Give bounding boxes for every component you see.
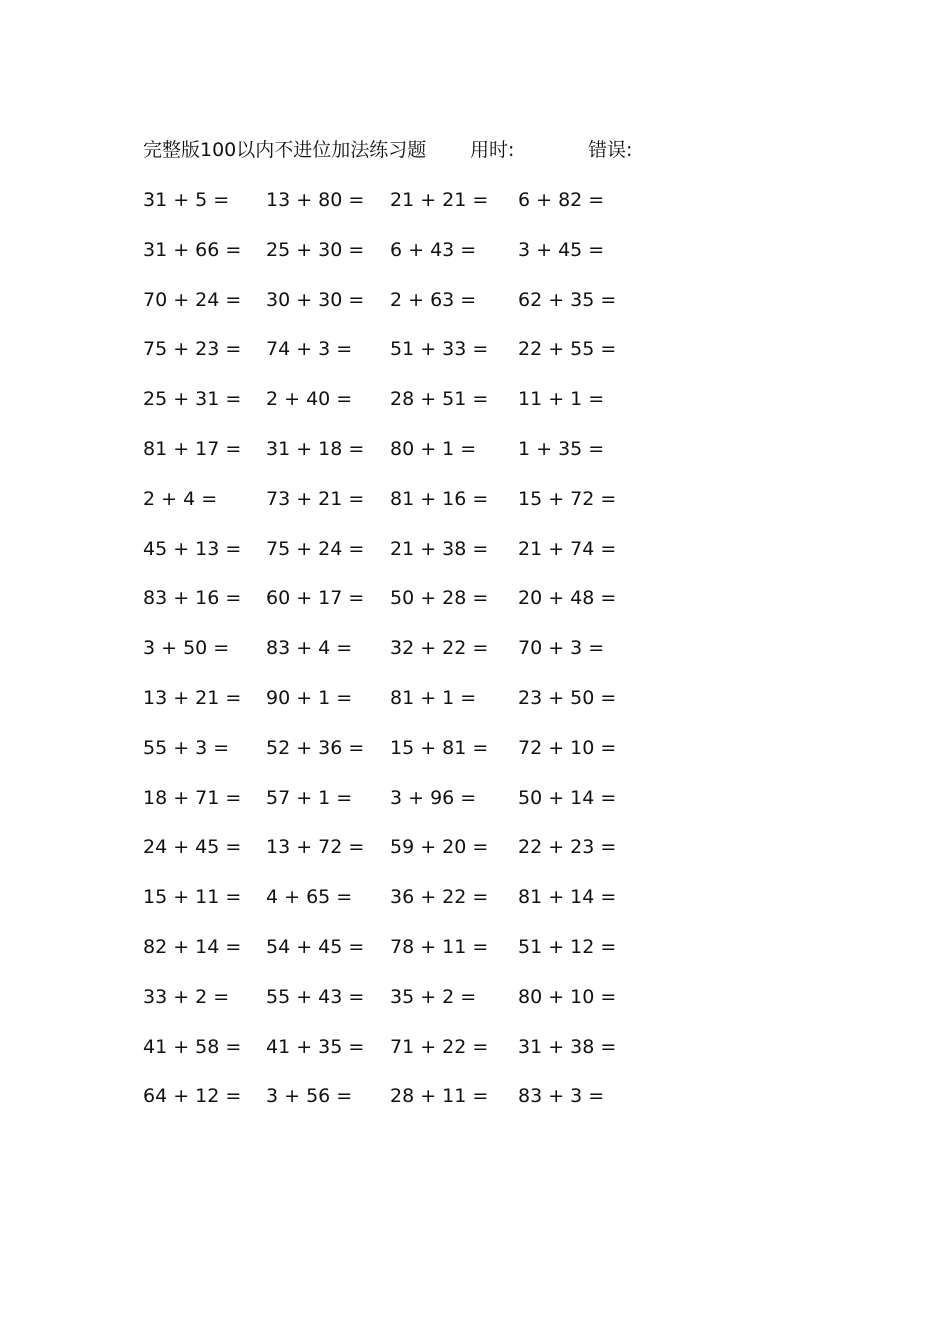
problem-item: 83 + 3 = — [518, 1085, 605, 1108]
problem-item: 30 + 30 = — [266, 288, 365, 311]
problem-item: 6 + 82 = — [518, 189, 605, 211]
problem-item: 1 + 35 = — [518, 437, 605, 460]
problem-item: 64 + 12 = — [143, 1085, 242, 1108]
problem-item: 3 + 96 = — [390, 786, 477, 809]
problem-item: 13 + 80 = — [266, 189, 365, 211]
problem-item: 15 + 81 = — [390, 736, 489, 759]
problem-item: 21 + 21 = — [390, 189, 489, 211]
problem-row — [0, 485, 950, 535]
problem-item: 32 + 22 = — [390, 637, 489, 660]
problem-item: 3 + 56 = — [266, 1085, 353, 1108]
problem-item: 81 + 16 = — [390, 487, 489, 510]
problem-item: 81 + 17 = — [143, 437, 242, 460]
problem-item: 70 + 24 = — [143, 288, 242, 311]
problem-row — [0, 435, 950, 485]
problem-row — [0, 1082, 950, 1132]
problem-item: 28 + 51 = — [390, 388, 489, 411]
problem-item: 24 + 45 = — [143, 836, 242, 859]
worksheet-title: 完整版100以内不进位加法练习题 — [143, 139, 427, 161]
problem-item: 45 + 13 = — [143, 537, 242, 560]
problem-item: 25 + 31 = — [143, 388, 242, 411]
problem-item: 52 + 36 = — [266, 736, 365, 759]
problem-item: 72 + 10 = — [518, 736, 617, 759]
problem-row — [0, 335, 950, 385]
problem-grid — [0, 186, 950, 1132]
problem-item: 25 + 30 = — [266, 238, 365, 261]
problem-item: 74 + 3 = — [266, 338, 353, 361]
problem-row — [0, 983, 950, 1033]
errors-label: 错误: — [588, 139, 633, 161]
problem-item: 20 + 48 = — [518, 587, 617, 610]
problem-item: 18 + 71 = — [143, 786, 242, 809]
problem-item: 90 + 1 = — [266, 686, 353, 709]
problem-item: 2 + 40 = — [266, 388, 353, 411]
problem-item: 13 + 72 = — [266, 836, 365, 859]
problem-row — [0, 734, 950, 784]
problem-item: 55 + 43 = — [266, 985, 365, 1008]
problem-item: 22 + 55 = — [518, 338, 617, 361]
time-label: 用时: — [470, 139, 515, 161]
problem-item: 2 + 4 = — [143, 487, 218, 510]
problem-item: 75 + 23 = — [143, 338, 242, 361]
problem-row — [0, 1033, 950, 1083]
problem-item: 23 + 50 = — [518, 686, 617, 709]
problem-item: 50 + 14 = — [518, 786, 617, 809]
problem-item: 59 + 20 = — [390, 836, 489, 859]
problem-row — [0, 933, 950, 983]
problem-item: 50 + 28 = — [390, 587, 489, 610]
problem-item: 71 + 22 = — [390, 1035, 489, 1058]
problem-item: 51 + 12 = — [518, 935, 617, 958]
problem-item: 21 + 74 = — [518, 537, 617, 560]
problem-item: 36 + 22 = — [390, 886, 489, 909]
problem-row — [0, 833, 950, 883]
problem-item: 15 + 72 = — [518, 487, 617, 510]
problem-item: 73 + 21 = — [266, 487, 365, 510]
problem-row — [0, 385, 950, 435]
problem-item: 57 + 1 = — [266, 786, 353, 809]
problem-item: 41 + 58 = — [143, 1035, 242, 1058]
problem-item: 54 + 45 = — [266, 935, 365, 958]
problem-item: 80 + 10 = — [518, 985, 617, 1008]
problem-item: 28 + 11 = — [390, 1085, 489, 1108]
problem-row — [0, 634, 950, 684]
problem-item: 6 + 43 = — [390, 238, 477, 261]
problem-item: 83 + 16 = — [143, 587, 242, 610]
problem-row — [0, 883, 950, 933]
problem-item: 51 + 33 = — [390, 338, 489, 361]
problem-item: 70 + 3 = — [518, 637, 605, 660]
problem-item: 13 + 21 = — [143, 686, 242, 709]
problem-item: 22 + 23 = — [518, 836, 617, 859]
problem-row — [0, 286, 950, 336]
problem-item: 15 + 11 = — [143, 886, 242, 909]
problem-item: 62 + 35 = — [518, 288, 617, 311]
problem-item: 81 + 1 = — [390, 686, 477, 709]
problem-row — [0, 236, 950, 286]
problem-row — [0, 684, 950, 734]
problem-item: 31 + 5 = — [143, 189, 230, 211]
problem-item: 35 + 2 = — [390, 985, 477, 1008]
problem-item: 31 + 66 = — [143, 238, 242, 261]
problem-item: 11 + 1 = — [518, 388, 605, 411]
problem-item: 2 + 63 = — [390, 288, 477, 311]
problem-item: 83 + 4 = — [266, 637, 353, 660]
problem-row — [0, 535, 950, 585]
problem-item: 55 + 3 = — [143, 736, 230, 759]
problem-item: 31 + 38 = — [518, 1035, 617, 1058]
problem-item: 80 + 1 = — [390, 437, 477, 460]
problem-item: 82 + 14 = — [143, 935, 242, 958]
problem-item: 81 + 14 = — [518, 886, 617, 909]
problem-row — [0, 584, 950, 634]
problem-item: 78 + 11 = — [390, 935, 489, 958]
problem-item: 33 + 2 = — [143, 985, 230, 1008]
problem-row — [0, 784, 950, 834]
problem-item: 21 + 38 = — [390, 537, 489, 560]
problem-item: 3 + 45 = — [518, 238, 605, 261]
problem-item: 3 + 50 = — [143, 637, 230, 660]
problem-item: 75 + 24 = — [266, 537, 365, 560]
problem-row — [0, 186, 950, 236]
problem-item: 60 + 17 = — [266, 587, 365, 610]
problem-item: 31 + 18 = — [266, 437, 365, 460]
problem-item: 4 + 65 = — [266, 886, 353, 909]
problem-item: 41 + 35 = — [266, 1035, 365, 1058]
